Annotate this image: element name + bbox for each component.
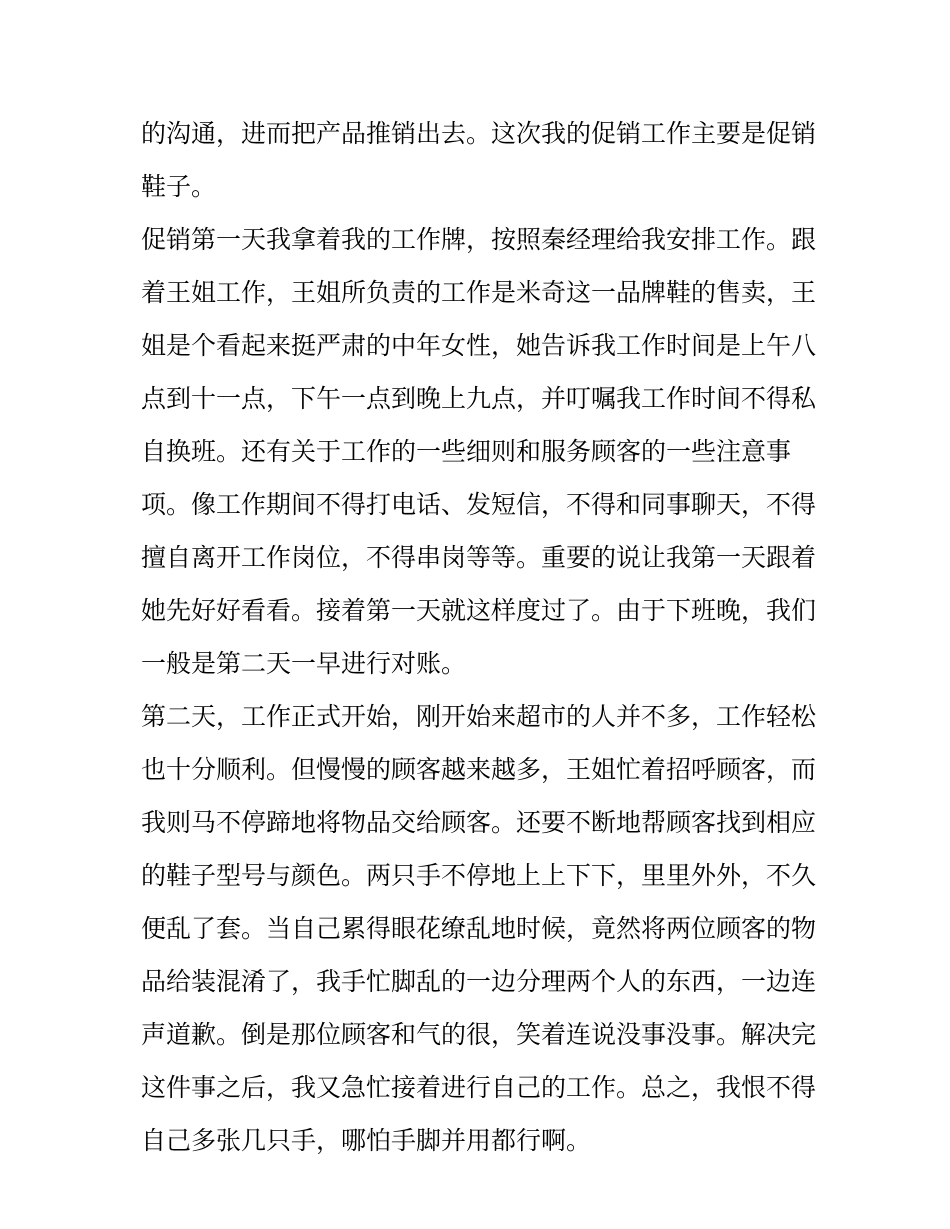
text-line: 促销第一天我拿着我的工作牌，按照秦经理给我安排工作。跟 (141, 225, 817, 254)
text-line: 便乱了套。当自己累得眼花缭乱地时候，竟然将两位顾客的物 (141, 914, 817, 943)
text-line: 也十分顺利。但慢慢的顾客越来越多，王姐忙着招呼顾客，而 (141, 755, 817, 784)
text-line: 的沟通，进而把产品推销出去。这次我的促销工作主要是促销 (141, 119, 817, 148)
text-line: 我则马不停蹄地将物品交给顾客。还要不断地帮顾客找到相应 (141, 808, 817, 837)
text-line: 她先好好看看。接着第一天就这样度过了。由于下班晚，我们 (141, 596, 817, 625)
text-line: 的鞋子型号与颜色。两只手不停地上上下下，里里外外，不久 (141, 861, 817, 890)
body-text (141, 107, 821, 1167)
text-line: 项。像工作期间不得打电话、发短信，不得和同事聊天，不得 (141, 490, 817, 519)
text-line: 姐是个看起来挺严肃的中年女性，她告诉我工作时间是上午八 (141, 331, 817, 360)
text-line: 自己多张几只手，哪怕手脚并用都行啊。 (141, 1126, 592, 1155)
text-line: 鞋子。 (141, 172, 217, 201)
text-line: 第二天，工作正式开始，刚开始来超市的人并不多，工作轻松 (141, 702, 817, 731)
text-line: 着王姐工作，王姐所负责的工作是米奇这一品牌鞋的售卖，王 (141, 278, 817, 307)
text-line: 一般是第二天一早进行对账。 (141, 649, 467, 678)
text-line: 自换班。还有关于工作的一些细则和服务顾客的一些注意事 (141, 437, 792, 466)
text-line: 这件事之后，我又急忙接着进行自己的工作。总之，我恨不得 (141, 1073, 817, 1102)
text-line: 擅自离开工作岗位，不得串岗等等。重要的说让我第一天跟着 (141, 543, 817, 572)
text-line: 品给装混淆了，我手忙脚乱的一边分理两个人的东西，一边连 (141, 967, 817, 996)
text-line: 点到十一点，下午一点到晚上九点，并叮嘱我工作时间不得私 (141, 384, 817, 413)
text-line: 声道歉。倒是那位顾客和气的很，笑着连说没事没事。解决完 (141, 1020, 817, 1049)
